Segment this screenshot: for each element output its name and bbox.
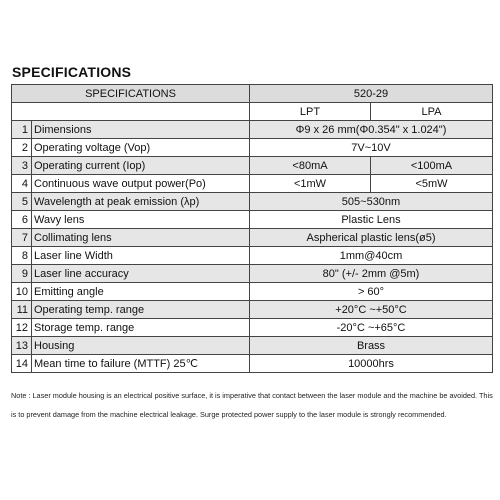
- table-variant-row: [12, 103, 493, 121]
- table-row: [12, 319, 493, 337]
- row-label: Emitting angle: [32, 283, 250, 301]
- table-header-row: [12, 85, 493, 103]
- row-label: Wavy lens: [32, 211, 250, 229]
- row-number: 14: [12, 355, 32, 373]
- row-label: Storage temp. range: [32, 319, 250, 337]
- specifications-table: [11, 84, 493, 373]
- row-value: Aspherical plastic lens(ø5): [250, 229, 493, 247]
- variant-lpt: LPT: [250, 103, 371, 121]
- row-value: -20°C ~+65°C: [250, 319, 493, 337]
- row-number: 13: [12, 337, 32, 355]
- row-number: 11: [12, 301, 32, 319]
- row-value: 80" (+/- 2mm @5m): [250, 265, 493, 283]
- row-value: Φ9 x 26 mm(Φ0.354" x 1.024"): [250, 121, 493, 139]
- header-specifications: SPECIFICATIONS: [12, 85, 250, 103]
- row-label: Laser line Width: [32, 247, 250, 265]
- table-row: [12, 283, 493, 301]
- row-value-lpa: <100mA: [371, 157, 493, 175]
- row-label: Laser line accuracy: [32, 265, 250, 283]
- row-label: Operating temp. range: [32, 301, 250, 319]
- row-number: 1: [12, 121, 32, 139]
- row-value: 7V~10V: [250, 139, 493, 157]
- table-row: [12, 247, 493, 265]
- row-number: 6: [12, 211, 32, 229]
- table-row: [12, 175, 493, 193]
- note-text: Note : Laser module housing is an electrical positive surface, it is imperative that contact between the laser module and the machine be avoided. This is to prevent damage from the machine electrical leakage. Surge protected power supply to the laser module is strongly recommended.: [11, 391, 493, 419]
- row-value: Brass: [250, 337, 493, 355]
- table-row: [12, 193, 493, 211]
- table-row: [12, 301, 493, 319]
- header-model: 520-29: [250, 85, 493, 103]
- row-number: 3: [12, 157, 32, 175]
- table-row: [12, 229, 493, 247]
- row-label: Dimensions: [32, 121, 250, 139]
- row-value: +20°C ~+50°C: [250, 301, 493, 319]
- row-label: Housing: [32, 337, 250, 355]
- table-row: [12, 157, 493, 175]
- row-number: 9: [12, 265, 32, 283]
- table-row: [12, 265, 493, 283]
- page-title: SPECIFICATIONS: [12, 64, 132, 80]
- row-label: Collimating lens: [32, 229, 250, 247]
- table-row: [12, 121, 493, 139]
- row-label: Wavelength at peak emission (λp): [32, 193, 250, 211]
- row-number: 4: [12, 175, 32, 193]
- variant-spacer: [12, 103, 250, 121]
- row-number: 7: [12, 229, 32, 247]
- table-row: [12, 355, 493, 373]
- row-number: 12: [12, 319, 32, 337]
- variant-lpa: LPA: [371, 103, 493, 121]
- row-value-lpt: <80mA: [250, 157, 371, 175]
- row-value-lpa: <5mW: [371, 175, 493, 193]
- row-value: Plastic Lens: [250, 211, 493, 229]
- row-label: Mean time to failure (MTTF) 25℃: [32, 355, 250, 373]
- row-value: 1mm@40cm: [250, 247, 493, 265]
- table-row: [12, 211, 493, 229]
- table-body: [12, 121, 493, 373]
- row-number: 2: [12, 139, 32, 157]
- row-value-lpt: <1mW: [250, 175, 371, 193]
- table-row: [12, 337, 493, 355]
- row-number: 8: [12, 247, 32, 265]
- row-label: Continuous wave output power(Po): [32, 175, 250, 193]
- row-number: 10: [12, 283, 32, 301]
- row-value: 505~530nm: [250, 193, 493, 211]
- row-label: Operating voltage (Vop): [32, 139, 250, 157]
- row-label: Operating current (Iop): [32, 157, 250, 175]
- table-row: [12, 139, 493, 157]
- row-number: 5: [12, 193, 32, 211]
- row-value: 10000hrs: [250, 355, 493, 373]
- row-value: > 60°: [250, 283, 493, 301]
